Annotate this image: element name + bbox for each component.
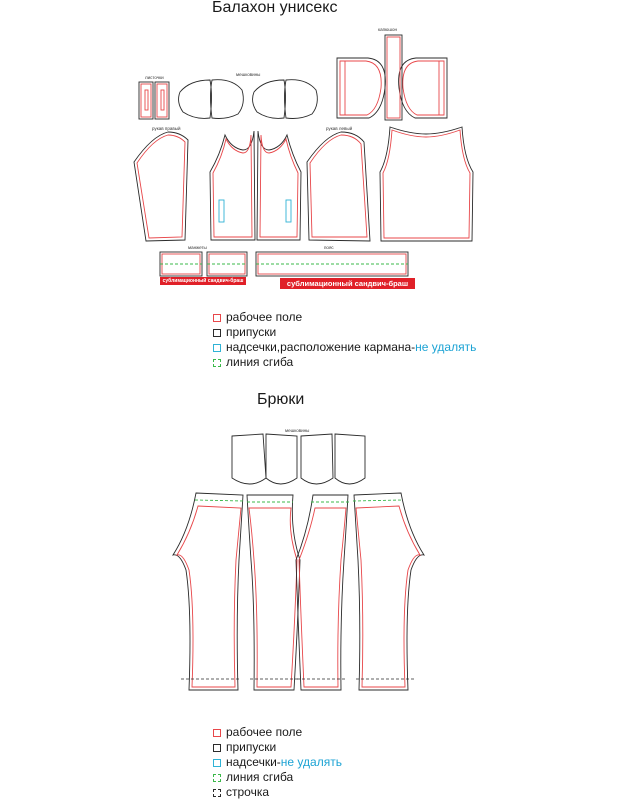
cuff-1 [160, 252, 202, 276]
hood-center-strip [385, 35, 402, 120]
legend-item-allowance: припуски [213, 325, 476, 340]
black-swatch-icon [213, 744, 221, 752]
bryuki-title: Брюки [257, 391, 305, 408]
label-cuffs: манжеты [188, 245, 207, 250]
cuff-2 [207, 252, 247, 276]
hood-piece-right [399, 58, 447, 118]
banner-large: сублимационный сандвич-браш [280, 278, 415, 289]
do-not-delete-text: не удалять [415, 340, 477, 354]
label-pocket-bags: мешковины [236, 72, 261, 77]
green-dashed-swatch-icon [213, 774, 221, 782]
legend-item-fold-line: линия сгиба [213, 355, 476, 370]
pants-pocket-bag-4 [335, 434, 365, 484]
pants-leg-back-left [173, 493, 244, 690]
legend-item-fold-line: линия сгиба [213, 770, 342, 785]
sleeve-left-piece [307, 132, 370, 241]
legend-item-notches: надсечки,расположение кармана- не удалять [213, 340, 476, 355]
pants-leg-front-right [296, 495, 349, 690]
label-hood: капюшон [378, 27, 397, 32]
label-sleeve-left: рукав левый [326, 126, 353, 131]
pocket-bag-2 [211, 80, 244, 119]
pocket-bag-4 [285, 80, 318, 119]
sleeve-right-piece [134, 132, 188, 241]
cyan-swatch-icon [213, 344, 221, 352]
pants-leg-back-right [353, 493, 424, 690]
pants-pocket-bag-3 [301, 434, 333, 484]
hood-piece-left [337, 58, 385, 118]
label-pocket-flaps: листочки [145, 75, 164, 80]
red-swatch-icon [213, 314, 221, 322]
pocket-flap-1 [139, 82, 153, 119]
stitch-dashed-swatch-icon [213, 789, 221, 797]
balakhon-legend [213, 310, 476, 370]
cyan-swatch-icon [213, 759, 221, 767]
legend-item-working-field: рабочее поле [213, 725, 342, 740]
legend-item-stitch: строчка [213, 785, 342, 800]
label-pants-pocket-bags: мешковины [285, 428, 310, 433]
pants-pocket-bag-2 [266, 434, 297, 484]
legend-item-working-field: рабочее поле [213, 310, 476, 325]
legend-item-notches: надсечки- не удалять [213, 755, 342, 770]
waistband-piece [256, 252, 408, 276]
do-not-delete-text: не удалять [280, 755, 342, 769]
green-dashed-swatch-icon [213, 359, 221, 367]
front-right-piece [257, 131, 301, 240]
red-swatch-icon [213, 729, 221, 737]
banner-small: сублимационный сандвич-браш [160, 277, 246, 285]
label-sleeve-right: рукав правый [152, 126, 181, 131]
pants-leg-front-left [247, 495, 300, 690]
pocket-flap-2 [155, 82, 169, 119]
label-waistband: пояс [324, 245, 334, 250]
back-piece [380, 127, 473, 241]
pocket-bag-3 [253, 80, 286, 118]
bryuki-legend [213, 725, 342, 800]
pocket-bag-1 [179, 80, 212, 118]
balakhon-title: Балахон унисекс [212, 0, 338, 16]
legend-item-allowance: припуски [213, 740, 342, 755]
front-left-piece [210, 131, 255, 240]
black-swatch-icon [213, 329, 221, 337]
pants-pocket-bag-1 [232, 434, 266, 484]
